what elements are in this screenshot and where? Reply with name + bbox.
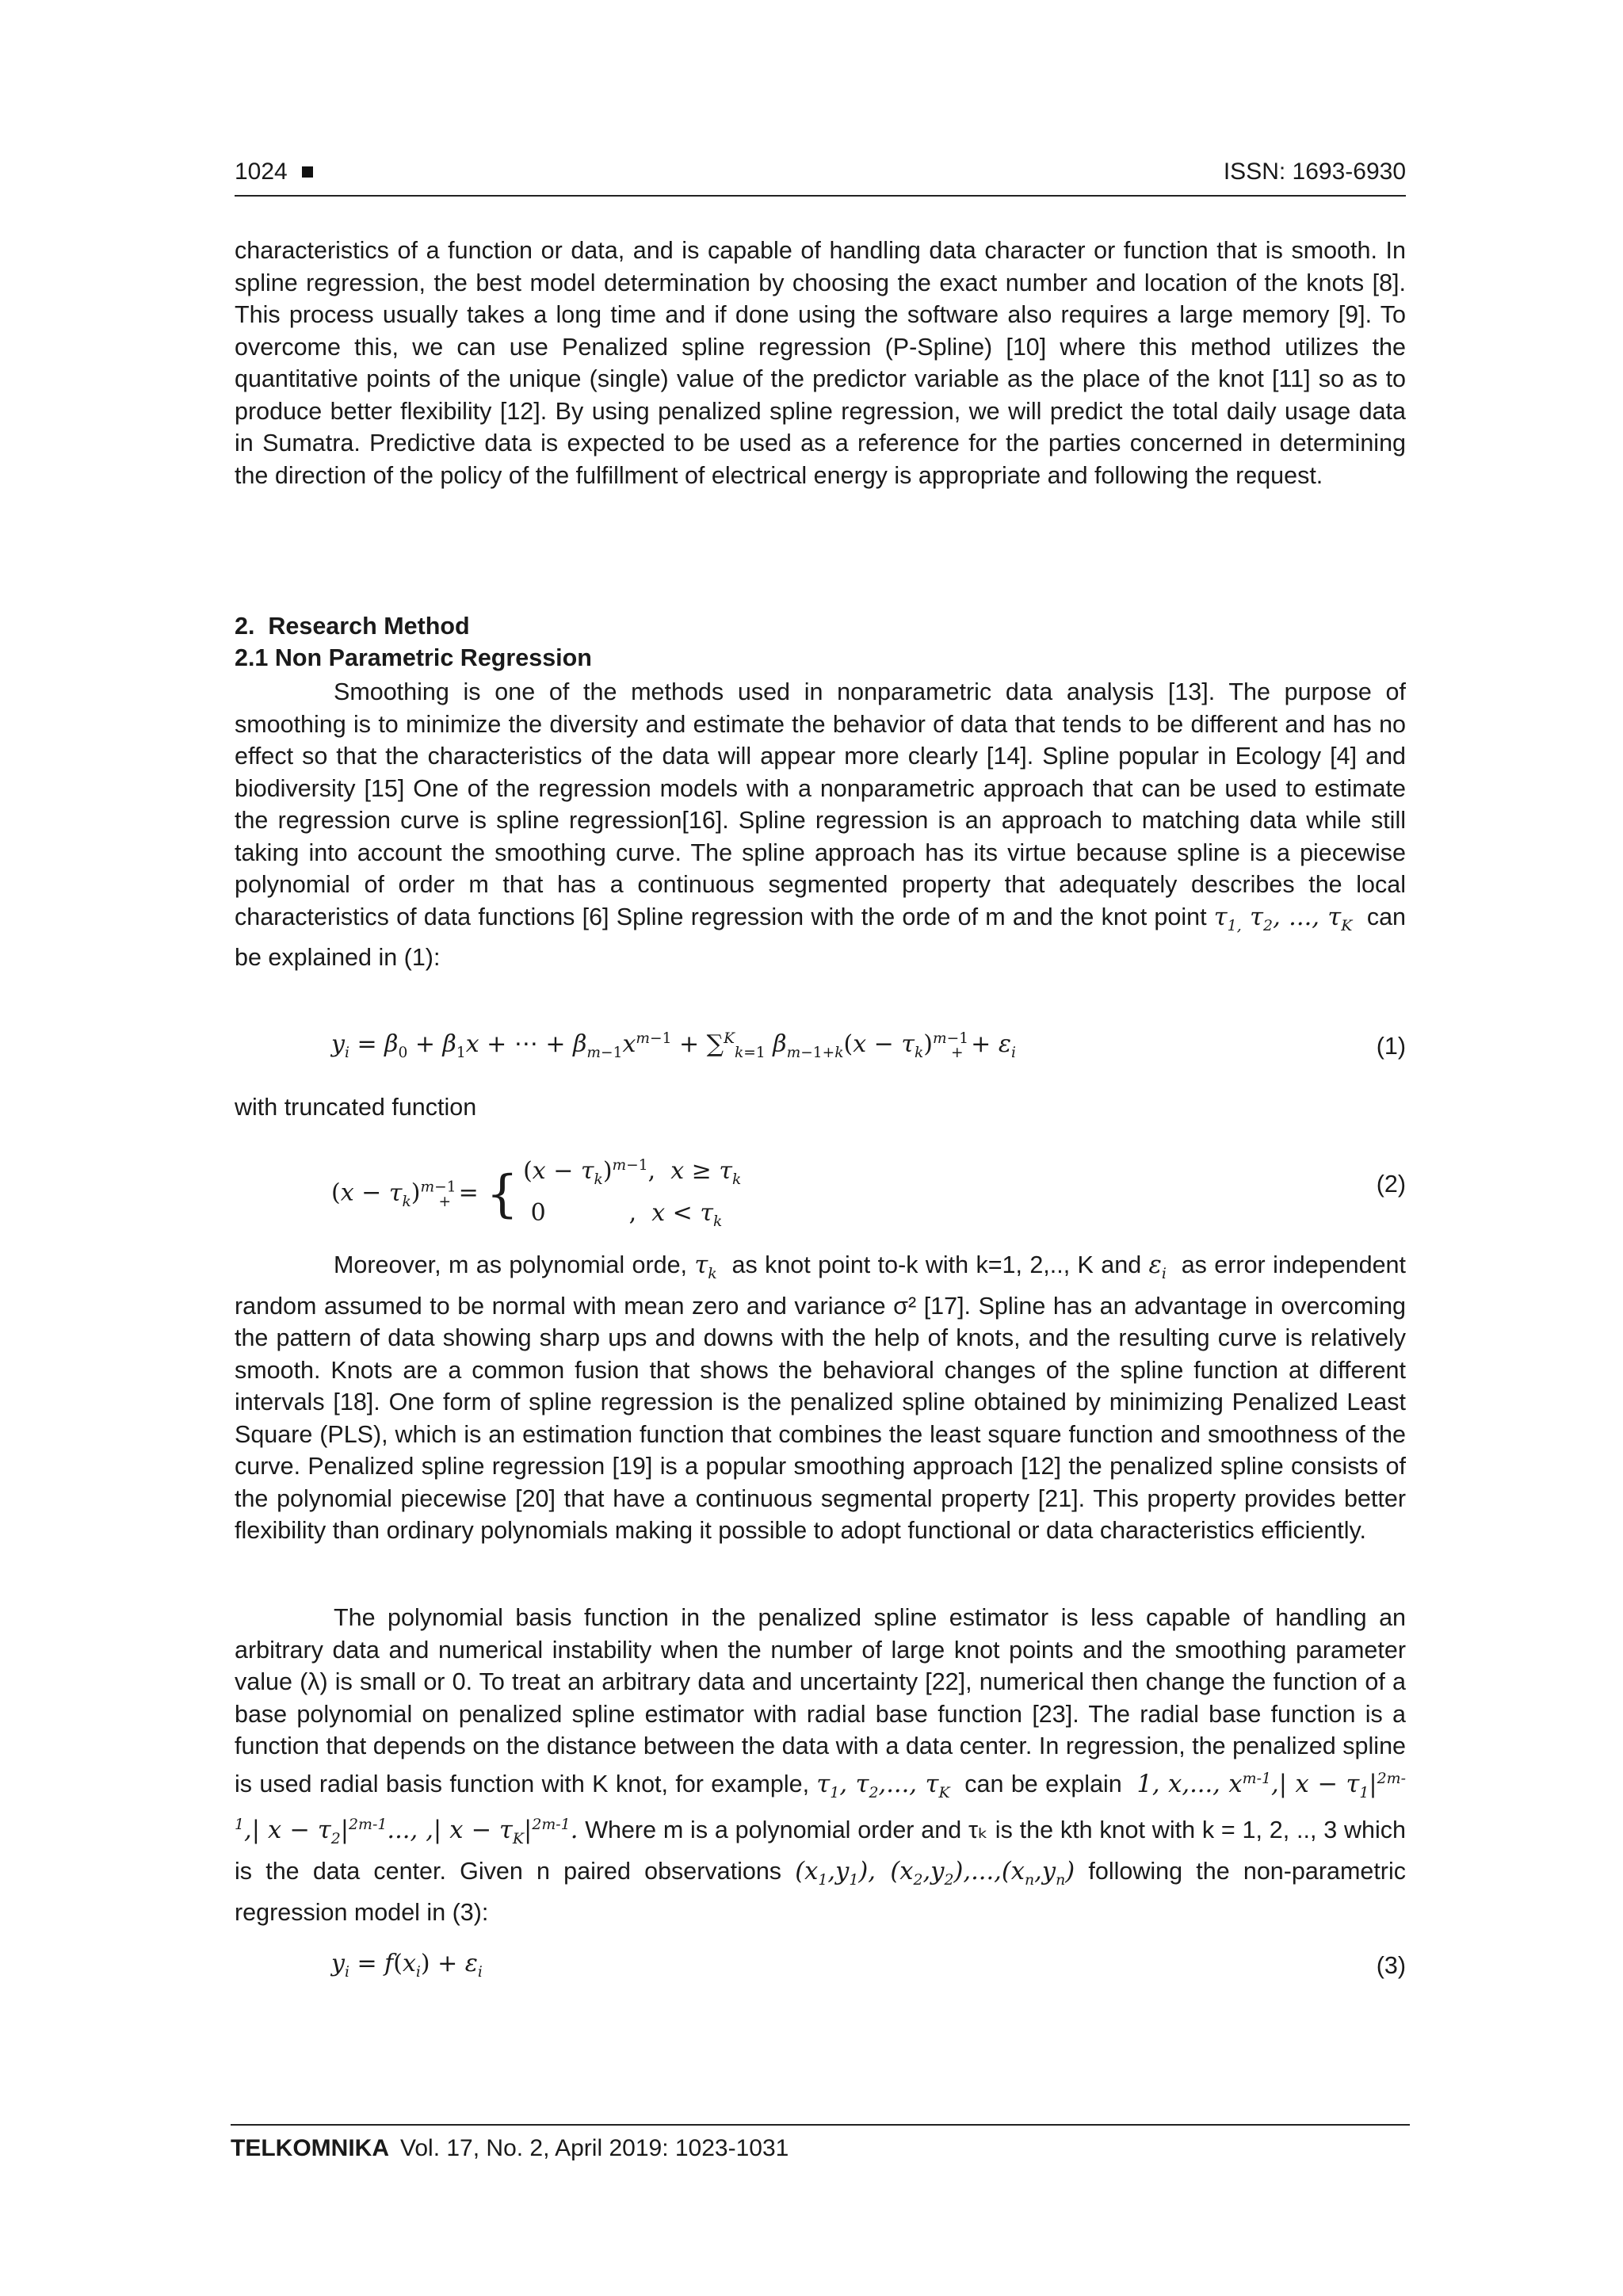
equation-2: $(x - \tau_k)^{m-1}_+$ = { $(x - \tau_k)^{m-1}$, $x \ge \tau_k$ 0 , $x < \tau_k$: [331, 1157, 742, 1230]
paragraph-smoothing: Smoothing is one of the methods used in nonparametric data analysis [13]. The purpose of smoothing is to minimize the diversity and estimate the behavior of data that tends to be different and has no effect so that the characteristics of the data will appear more clearly [14]. Spline popular in Ecology [4] and biodiversity [15] One of the regression models with a nonparametric approach that can be used to estimate the regression curve is spline regression[16]. Spline regression is an approach to matching data while still taking into account the smoothing curve. The spline approach has its virtue because spline is a piecewise polynomial of order m that has a continuous segmented property that adequately describes the local characteristics of data functions [6] Spline regression with the orde of m and the knot point $\tau_{1,}$ $\tau_2$, ..., $\tau_K$ can be explained in (1):: [235, 678, 1406, 972]
knot-list: $\tau_{1,}$ $\tau_2$, ..., $\tau_K$: [1213, 903, 1353, 934]
equation-3: $y_i = f(x_i) + \varepsilon_i$: [331, 1950, 483, 1981]
subsection-heading: 2.1 Non Parametric Regression: [235, 644, 592, 671]
equation-1-number: (1): [1376, 1033, 1406, 1060]
equation-1: $y_i = \beta_0 + \beta_1x$ + ⋯ + $\beta_{m-1}x^{m-1} + \sum^K_{k=1}$ $\beta_{m-1+k}(x - \tau_k)^{m-1}_+ + \varepsilon_i$: [331, 1030, 1016, 1061]
journal-name: TELKOMNIKA: [231, 2135, 389, 2161]
square-bullet-icon: [302, 166, 313, 178]
page-header: [235, 155, 1406, 197]
journal-citation: Vol. 17, No. 2, April 2019: 1023-1031: [399, 2135, 789, 2161]
page-footer: [231, 2124, 1410, 2162]
paragraph-polynomial-basis: The polynomial basis function in the penalized spline estimator is less capable of handling an arbitrary data and numerical instability when the number of large knot points and the smoothing parameter value (λ) is small or 0. To treat an arbitrary data and uncertainty [22], numerical then change the function of a base polynomial on penalized spline estimator with radial base function [23]. The radial base function is a function that depends on the distance between the data with a data center. In regression, the penalized spline is used radial basis function with K knot, for example, $\tau_1$, $\tau_2$,..., $\tau_K$ can be explain 1, x,..., $x^{m-1},|$ $x - \tau_1|^{2m-1},|$ $x - \tau_2|^{2m-1}$..., ,| $x - \tau_K|^{2m-1}$. Where m is a polynomial order and τₖ is the kth knot with k = 1, 2, .., 3 which is the data center. Given n paired observations $(x_1,y_1)$, $(x_2,y_2),...,(x_n,y_n)$ following the non-parametric regression model in (3):: [235, 1604, 1407, 1926]
section-heading: 2. Research Method: [235, 613, 470, 640]
issn: ISSN: 1693-6930: [1223, 159, 1406, 185]
page-number: 1024: [235, 159, 313, 185]
equation-3-number: (3): [1376, 1952, 1406, 1979]
paragraph-moreover: Moreover, m as polynomial orde, $\tau_k$ as knot point to-k with k=1, 2,.., K and $\varepsilon_i$ as error independent random assumed to be normal with mean zero and variance σ² [17]. Spline has an advantage in overcoming the pattern of data showing sharp ups and downs with the help of knots, and the resulting curve is relatively smooth. Knots are a common fusion that shows the behavioral changes of the spline function at different intervals [18]. One form of spline regression is the penalized spline obtained by minimizing Penalized Least Square (PLS), which is an estimation function that combines the least square function and smoothness of the curve. Penalized spline regression [19] is a popular smoothing approach [12] the penalized spline consists of the polynomial piecewise [20] that have a continuous segmental property [21]. This property provides better flexibility than ordinary polynomials making it possible to adopt functional or data characteristics efficiently.: [235, 1251, 1406, 1545]
intro-paragraph: characteristics of a function or data, and is capable of handling data character or function that is smooth. In spline regression, the best model determination by choosing the exact number and location of the knots [8]. This process usually takes a long time and if done using the software also requires a large memory [9]. To overcome this, we can use Penalized spline regression (P-Spline) [10] where this method utilizes the quantitative points of the unique (single) value of the predictor variable as the place of the knot [11] so as to produce better flexibility [12]. By using penalized spline regression, we will predict the total daily usage data in Sumatra. Predictive data is expected to be used as a reference for the parties concerned in determining the direction of the policy of the fulfillment of electrical energy is appropriate and following the request.: [235, 237, 1406, 489]
equation-2-number: (2): [1376, 1171, 1406, 1198]
truncated-function-label: with truncated function: [235, 1094, 477, 1121]
